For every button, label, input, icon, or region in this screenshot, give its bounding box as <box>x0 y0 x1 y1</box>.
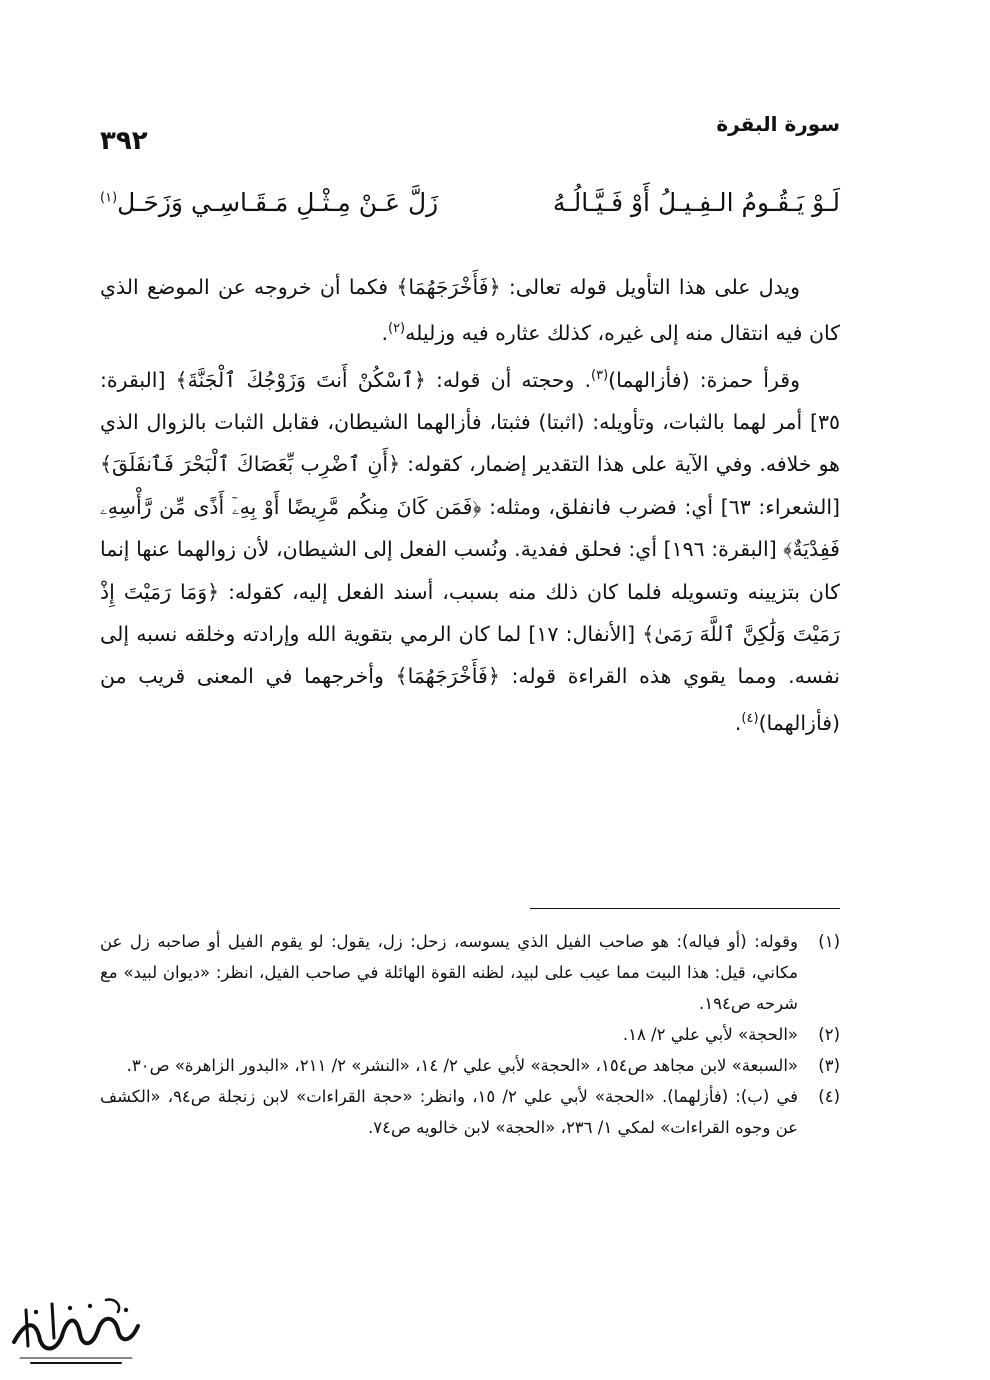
paragraph-2-text-a: وقرأ حمزة: (فأزالهما) <box>608 367 800 392</box>
logo-stroke <box>106 1300 119 1312</box>
footnote-text: وقوله: (أو فياله): هو صاحب الفيل الذي يسوسه، زحل: زل، يقول: لو يقوم الفيل أو صاحبه زل عن مكاني، قيل: هذا البيت مما عيب على لبيد، لظنه القوة الهائلة في صاحب الفيل، انظر: «ديوان لبيد» مع شرحه ص١٩٤. <box>100 932 798 1013</box>
footnote-text: «الحجة» لأبي علي ٢/ ١٨. <box>622 1025 798 1044</box>
logo-dot <box>88 1304 92 1308</box>
logo-stroke <box>98 1319 138 1340</box>
footnote-text: «السبعة» لابن مجاهد ص١٥٤، «الحجة» لأبي علي ٢/ ١٤، «النشر» ٢/ ٢١١، «البدور الزاهرة» ص٣٠. <box>126 1056 798 1075</box>
footnote-number: (٢) <box>818 1025 840 1044</box>
logo-dot <box>34 1310 38 1314</box>
footnote-text: في (ب): (فأزلهما). «الحجة» لأبي علي ٢/ ١٥، وانظر: «حجة القراءات» لابن زنجلة ص٩٤، «الكشف عن وجوه القراءات» لمكي ١/ ٢٣٦، «الحجة» لابن خالويه ص٧٤. <box>100 1087 799 1137</box>
footnote-mark: (٣) <box>591 367 609 383</box>
footnote-mark: (١) <box>100 190 118 206</box>
footnote-1 <box>100 926 840 1019</box>
footnote-separator <box>530 908 840 909</box>
publisher-logo <box>6 1290 146 1370</box>
verse-second-hemistich <box>100 188 438 217</box>
paragraph-2-text-b: . وحجته أن قوله: ﴿ٱسْكُنْ أَنتَ وَزَوْجُكَ ٱلْجَنَّةَ﴾ [البقرة: ٣٥] أمر لهما بالثبات، وتأويله: (اثبتا) فثبتا، فأزالهما الشيطان، فقابل الثبات بالزوال الذي هو خلافه. وفي الآية على هذا التقدير إضمار، كقوله: ﴿أَنِ ٱضْرِب بِّعَصَاكَ ٱلْبَحْرَ فَٱنفَلَقَ﴾ [الشعراء: ٦٣] أي: فضرب فانفلق، ومثله: ﴿فَمَن كَانَ مِنكُم مَّرِيضًا أَوْ بِهِۦٓ أَذًى مِّن رَّأْسِهِۦ فَفِدْيَةٌ﴾ [البقرة: ١٩٦] أي: فحلق ففدية. ونُسب الفعل إلى الشيطان، لأن زوالهما عنها إنما كان بتزيينه وتسويله فلما كان ذلك منه بسبب، أسند الفعل إليه، كقوله: ﴿وَمَا رَمَيْتَ إِذْ رَمَيْتَ وَلَٰكِنَّ ٱللَّهَ رَمَىٰ﴾ [الأنفال: ١٧] لما كان الرمي بتقوية الله وإرادته وخلقه نسبه إلى نفسه. ومما يقوي هذه القراءة قوله: ﴿فَأَخْرَجَهُمَا﴾ وأخرجهما في المعنى قريب من (فأزالهما) <box>100 367 841 735</box>
logo-dot <box>68 1306 72 1310</box>
logo-stroke <box>52 1304 54 1338</box>
paragraph-1-text: ويدل على هذا التأويل قوله تعالى: ﴿فَأَخْرَجَهُمَا﴾ فكما أن خروجه عن الموضع الذي كان فيه انتقال منه إلى غيره، كذلك عثاره فيه وزليله <box>100 275 840 346</box>
verse-first-hemistich <box>553 188 840 217</box>
footnote-2 <box>100 1019 840 1050</box>
footnote-3 <box>100 1050 840 1081</box>
paragraph-1-end: . <box>381 321 388 346</box>
footnote-number: (٣) <box>818 1056 840 1075</box>
footnotes <box>100 926 840 1143</box>
hemistich-2-text: زَلَّ عَـنْ مِـثْـلِ مَـقَـاسِـي وَزَحَـل <box>117 188 439 217</box>
footnote-mark: (٢) <box>387 321 406 337</box>
footnote-number: (٤) <box>818 1087 840 1106</box>
page-number: ٣٩٢ <box>100 126 148 156</box>
main-text <box>100 266 840 744</box>
paragraph-1 <box>100 266 840 355</box>
footnote-4 <box>100 1081 840 1143</box>
paragraph-2 <box>100 355 840 744</box>
running-head <box>100 112 840 156</box>
logo-tagline-mark <box>30 1362 122 1364</box>
logo-dot <box>124 1308 128 1312</box>
logo-stroke <box>62 1321 98 1344</box>
paragraph-2-end: . <box>734 710 742 735</box>
logo-stroke <box>26 1310 28 1346</box>
poetry-verse <box>100 180 840 240</box>
hemistich-1-text: لَـوْ يَـقُـومُ الـفِـيـلُ أَوْ فَـيَّـالُـهُ <box>552 188 840 217</box>
surah-name: سورة البقرة <box>716 112 840 136</box>
footnote-number: (١) <box>818 932 840 951</box>
footnote-mark: (٤) <box>741 710 759 726</box>
